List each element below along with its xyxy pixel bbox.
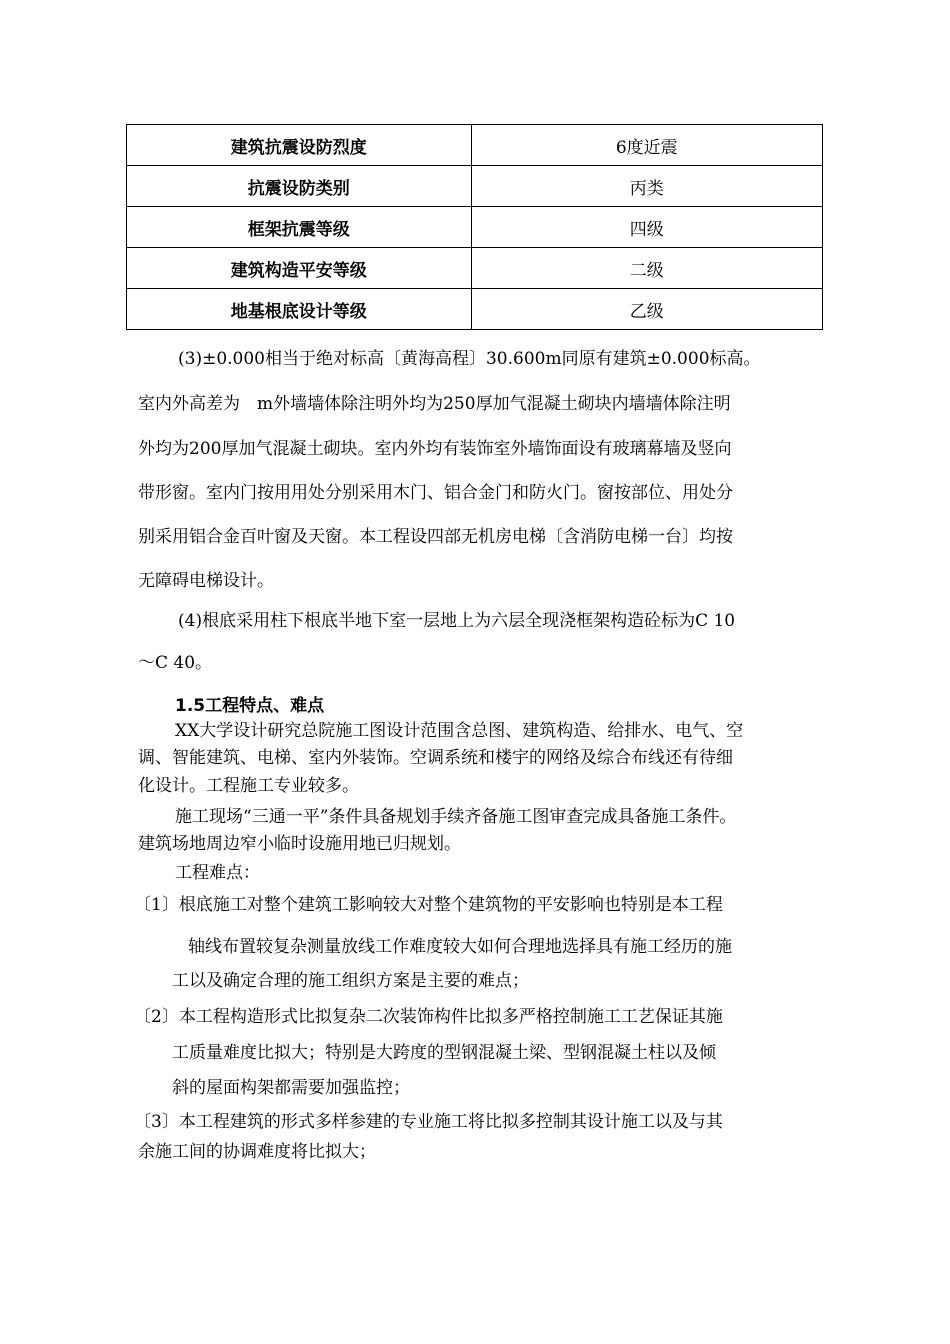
para3-line: (3)±0.000相当于绝对标高〔黄海高程〕30.600m同原有建筑±0.000标高。 bbox=[178, 349, 761, 369]
intro-line: 调、智能建筑、电梯、室内外装饰。空调系统和楼宇的网络及综合布线还有待细 bbox=[138, 748, 733, 768]
item1-line: 轴线布置较复杂测量放线工作难度较大如何合理地选择具有施工经历的施 bbox=[188, 937, 732, 957]
item3-line: 余施工间的协调难度将比拟大； bbox=[138, 1142, 376, 1162]
para3-line: 带形窗。室内门按用用处分别采用木门、铝合金门和防火门。窗按部位、用处分 bbox=[138, 483, 733, 503]
intro-line: 化设计。工程施工专业较多。 bbox=[138, 776, 359, 796]
row-label: 建筑抗震设防烈度 bbox=[127, 125, 472, 166]
table-row bbox=[127, 289, 823, 330]
seismic-info-table bbox=[126, 124, 823, 330]
row-label: 抗震设防类别 bbox=[127, 166, 472, 207]
table-row bbox=[127, 248, 823, 289]
table-row bbox=[127, 125, 823, 166]
item2-line: 斜的屋面构架都需要加强监控； bbox=[172, 1078, 410, 1098]
section-heading: 1.5工程特点、难点 bbox=[175, 696, 325, 716]
item1-line: 工以及确定合理的施工组织方案是主要的难点； bbox=[172, 971, 529, 991]
row-value: 丙类 bbox=[471, 166, 823, 207]
site-line: 建筑场地周边窄小临时设施用地已归规划。 bbox=[138, 834, 461, 854]
intro-line: XX大学设计研究总院施工图设计范围含总图、建筑构造、给排水、电气、空 bbox=[175, 721, 744, 741]
row-label: 框架抗震等级 bbox=[127, 207, 472, 248]
item2-line: 工质量难度比拟大；特别是大跨度的型钢混凝土梁、型钢混凝土柱以及倾 bbox=[172, 1043, 716, 1063]
para3-line: 别采用铝合金百叶窗及天窗。本工程设四部无机房电梯〔含消防电梯一台〕均按 bbox=[138, 527, 733, 547]
row-label: 地基根底设计等级 bbox=[127, 289, 472, 330]
para4-line: ～C 40。 bbox=[138, 653, 213, 673]
site-line: 施工现场“三通一平”条件具备规划手续齐备施工图审查完成具备施工条件。 bbox=[175, 807, 737, 827]
row-value: 二级 bbox=[471, 248, 823, 289]
row-label: 建筑构造平安等级 bbox=[127, 248, 472, 289]
para3-line: 外均为200厚加气混凝土砌块。室内外均有装饰室外墙饰面设有玻璃幕墙及竖向 bbox=[138, 439, 732, 459]
difficulties-label: 工程难点： bbox=[175, 863, 260, 883]
para4-line: (4)根底采用柱下根底半地下室一层地上为六层全现浇框架构造砼标为C 10 bbox=[178, 611, 736, 631]
table-row bbox=[127, 207, 823, 248]
para3-line: 室内外高差为 m外墙墙体除注明外均为250厚加气混凝土砌块内墙墙体除注明 bbox=[138, 394, 731, 414]
item1-line: 〔1〕根底施工对整个建筑工影响较大对整个建筑物的平安影响也特别是本工程 bbox=[134, 895, 723, 915]
item2-line: 〔2〕本工程构造形式比拟复杂二次装饰构件比拟多严格控制施工工艺保证其施 bbox=[134, 1007, 723, 1027]
row-value: 6度近震 bbox=[471, 125, 823, 166]
row-value: 四级 bbox=[471, 207, 823, 248]
para3-line: 无障碍电梯设计。 bbox=[138, 571, 274, 591]
item3-line: 〔3〕本工程建筑的形式多样参建的专业施工将比拟多控制其设计施工以及与其 bbox=[134, 1112, 723, 1132]
table-row bbox=[127, 166, 823, 207]
row-value: 乙级 bbox=[471, 289, 823, 330]
